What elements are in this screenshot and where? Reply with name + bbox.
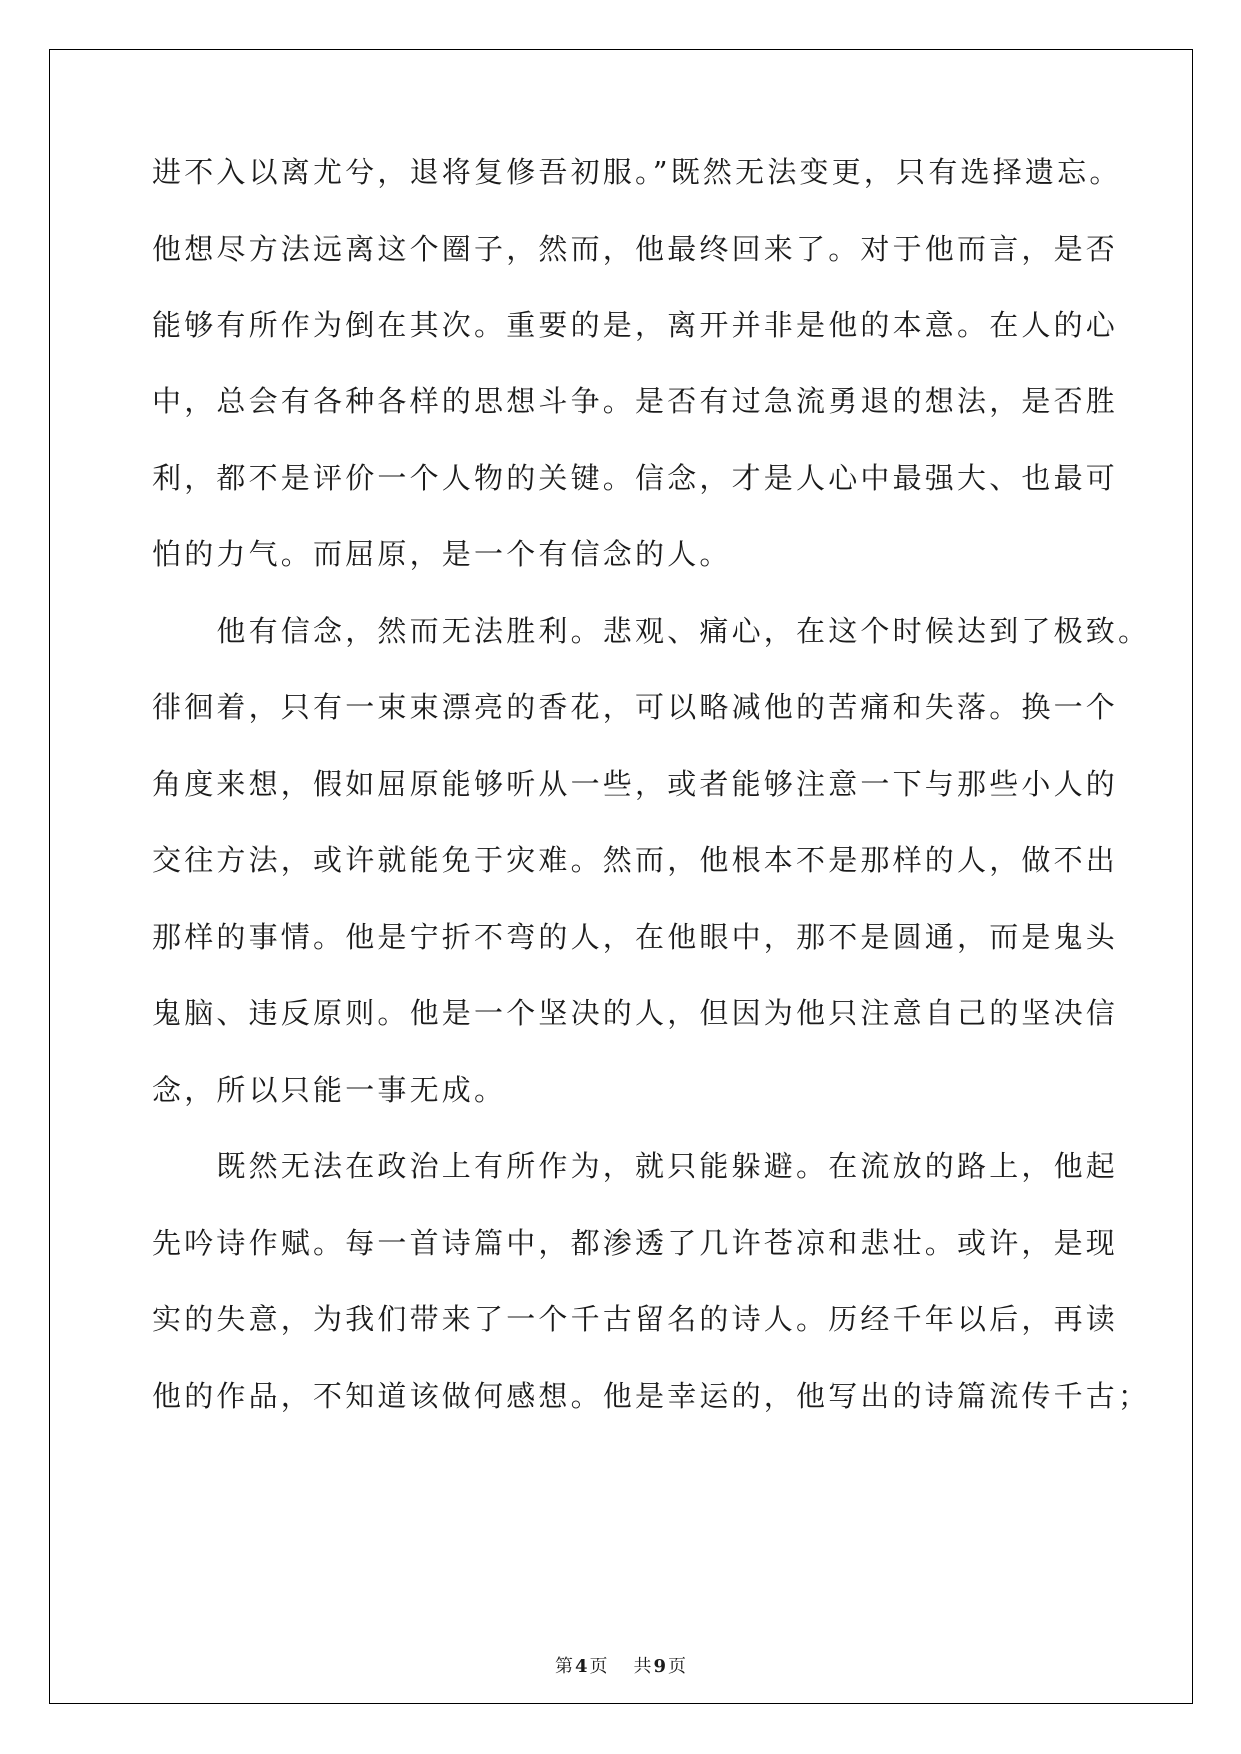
- text-line: 角度来想，假如屈原能够听从一些，或者能够注意一下与那些小人的: [152, 767, 1119, 801]
- text-line: 念，所以只能一事无成。: [152, 1073, 507, 1107]
- text-line: 先吟诗作赋。每一首诗篇中，都渗透了几许苍凉和悲壮。或许，是现: [152, 1226, 1119, 1260]
- page-number: 4: [574, 1656, 588, 1677]
- text-line: 能够有所作为倒在其次。重要的是，离开并非是他的本意。在人的心: [152, 308, 1119, 342]
- text-line: 他有信念，然而无法胜利。悲观、痛心，在这个时候达到了极致。: [152, 614, 1151, 648]
- text-line: 利，都不是评价一个人物的关键。信念，才是人心中最强大、也最可: [152, 461, 1119, 495]
- text-line: 中，总会有各种各样的思想斗争。是否有过急流勇退的想法，是否胜: [152, 384, 1119, 418]
- page-label-prefix: 第: [554, 1656, 573, 1677]
- text-line: 实的失意，为我们带来了一个千古留名的诗人。历经千年以后，再读: [152, 1302, 1119, 1336]
- text-line: 徘徊着，只有一束束漂亮的香花，可以略减他的苦痛和失落。换一个: [152, 690, 1119, 724]
- text-line: 进不入以离尤兮，退将复修吾初服。”既然无法变更，只有选择遗忘。: [152, 155, 1122, 189]
- text-line: 怕的力气。而屈原，是一个有信念的人。: [152, 537, 732, 571]
- text-line: 交往方法，或许就能免于灾难。然而，他根本不是那样的人，做不出: [152, 843, 1119, 877]
- text-line: 那样的事情。他是宁折不弯的人，在他眼中，那不是圆通，而是鬼头: [152, 920, 1119, 954]
- total-label-suffix: 页: [668, 1656, 687, 1677]
- page-footer: [0, 1652, 1241, 1678]
- text-line: 既然无法在政治上有所作为，就只能躲避。在流放的路上，他起: [152, 1149, 1119, 1183]
- page-label-suffix: 页: [589, 1656, 608, 1677]
- total-pages: 9: [653, 1656, 667, 1677]
- text-line: 他想尽方法远离这个圈子，然而，他最终回来了。对于他而言，是否: [152, 232, 1119, 266]
- total-label-prefix: 共: [633, 1656, 652, 1677]
- text-line: 他的作品，不知道该做何感想。他是幸运的，他写出的诗篇流传千古；: [152, 1379, 1151, 1413]
- text-line: 鬼脑、违反原则。他是一个坚决的人，但因为他只注意自己的坚决信: [152, 996, 1119, 1030]
